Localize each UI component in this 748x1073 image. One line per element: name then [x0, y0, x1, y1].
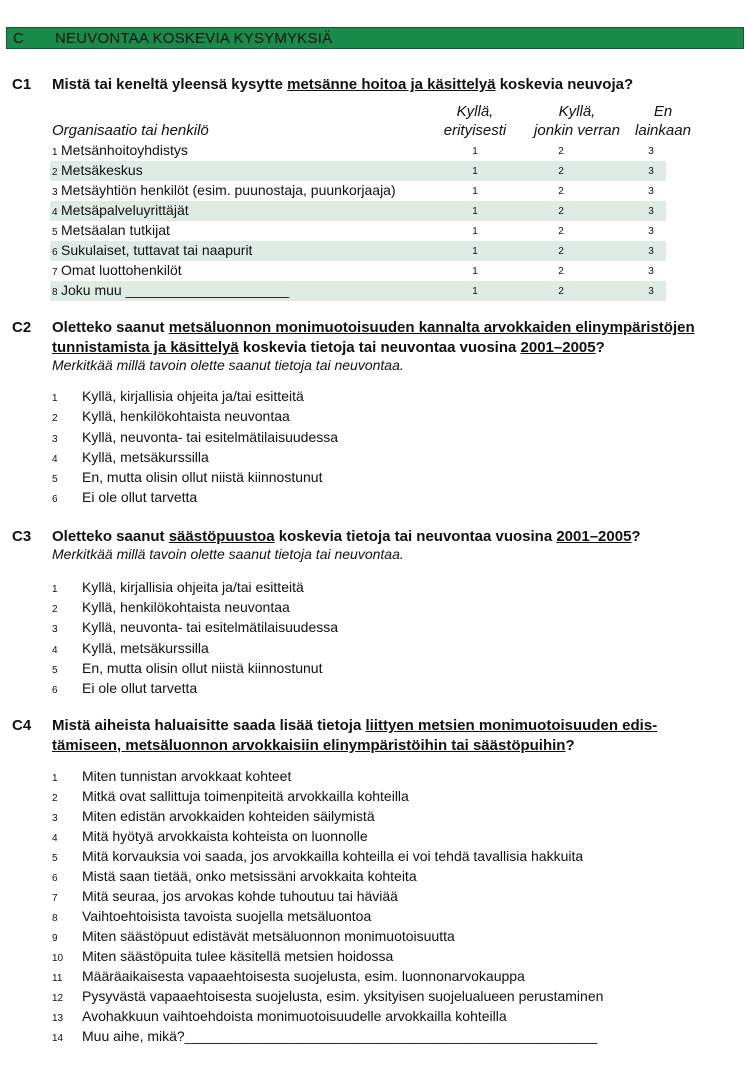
- table-row: 5 Metsäalan tutkijat 1 2 3: [50, 221, 666, 241]
- question-c2-instruction: Merkitkää millä tavoin olette saanut tietoja tai neuvontaa.: [52, 357, 404, 373]
- section-letter: C: [13, 30, 24, 47]
- question-c1-text: Mistä tai keneltä yleensä kysytte metsänne hoitoa ja käsittelyä koskevia neuvoja?: [52, 76, 634, 93]
- option-3[interactable]: 3: [648, 146, 654, 157]
- table-row: 4 Metsäpalveluyrittäjät 1 2 3: [50, 201, 666, 221]
- question-number-c1: C1: [12, 76, 32, 93]
- option-3[interactable]: 3: [648, 266, 654, 277]
- option-2[interactable]: 2: [558, 266, 564, 277]
- option-3[interactable]: 3: [648, 206, 654, 217]
- table-row: 7 Omat luottohenkilöt 1 2 3: [50, 261, 666, 281]
- table-row: 3 Metsäyhtiön henkilöt (esim. puunostaja, puunkorjaaja) 1 2 3: [50, 181, 666, 201]
- column-header-not-at-all: En lainkaan: [635, 103, 691, 139]
- option-1[interactable]: 1: [472, 226, 478, 237]
- option-1[interactable]: 1: [472, 246, 478, 257]
- question-c3-instruction: Merkitkää millä tavoin olette saanut tietoja tai neuvontaa.: [52, 546, 404, 562]
- option-2[interactable]: 2: [558, 246, 564, 257]
- column-header-yes-somewhat: Kyllä, jonkin verran: [534, 103, 620, 139]
- table-row: 1 Metsänhoitoyhdistys 1 2 3: [50, 141, 666, 161]
- question-number-c4: C4: [12, 717, 32, 734]
- question-number-c2: C2: [12, 319, 32, 336]
- section-title: NEUVONTAA KOSKEVIA KYSYMYKSIÄ: [55, 30, 333, 47]
- column-header-yes-especially: Kyllä, erityisesti: [443, 103, 507, 139]
- option-1[interactable]: 1: [472, 286, 478, 297]
- option-2[interactable]: 2: [558, 206, 564, 217]
- option-2[interactable]: 2: [558, 166, 564, 177]
- table-row: 6 Sukulaiset, tuttavat tai naapurit 1 2 3: [50, 241, 666, 261]
- question-c4-text: Mistä aiheista haluaisitte saada lisää tietoja liittyen metsien monimuotoisuuden edis- tämiseen, metsäluonnon arvokkaisiin elinympäristöihin tai säästöpuihin?: [52, 717, 658, 754]
- organisation-column-header: Organisaatio tai henkilö: [52, 122, 209, 139]
- option-2[interactable]: 2: [558, 226, 564, 237]
- option-3[interactable]: 3: [648, 166, 654, 177]
- option-1[interactable]: 1: [472, 206, 478, 217]
- option-2[interactable]: 2: [558, 286, 564, 297]
- option-3[interactable]: 3: [648, 246, 654, 257]
- option-1[interactable]: 1: [472, 166, 478, 177]
- question-number-c3: C3: [12, 528, 32, 545]
- question-c3-text: Oletteko saanut säästöpuustoa koskevia tietoja tai neuvontaa vuosina 2001–2005?: [52, 528, 641, 545]
- option-2[interactable]: 2: [558, 146, 564, 157]
- option-1[interactable]: 1: [472, 146, 478, 157]
- table-row: 2 Metsäkeskus 1 2 3: [50, 161, 666, 181]
- option-1[interactable]: 1: [472, 186, 478, 197]
- option-1[interactable]: 1: [472, 266, 478, 277]
- section-header-bar: [6, 27, 744, 49]
- table-row: 8 Joku muu _____________________ 1 2 3: [50, 281, 666, 301]
- question-c2-text: Oletteko saanut metsäluonnon monimuotoisuuden kannalta arvokkaiden elinympäristöjen tunnistamista ja käsittelyä koskevia tietoja tai neuvontaa vuosina 2001–2005?: [52, 319, 695, 356]
- option-3[interactable]: 3: [648, 286, 654, 297]
- option-3[interactable]: 3: [648, 226, 654, 237]
- option-2[interactable]: 2: [558, 186, 564, 197]
- option-3[interactable]: 3: [648, 186, 654, 197]
